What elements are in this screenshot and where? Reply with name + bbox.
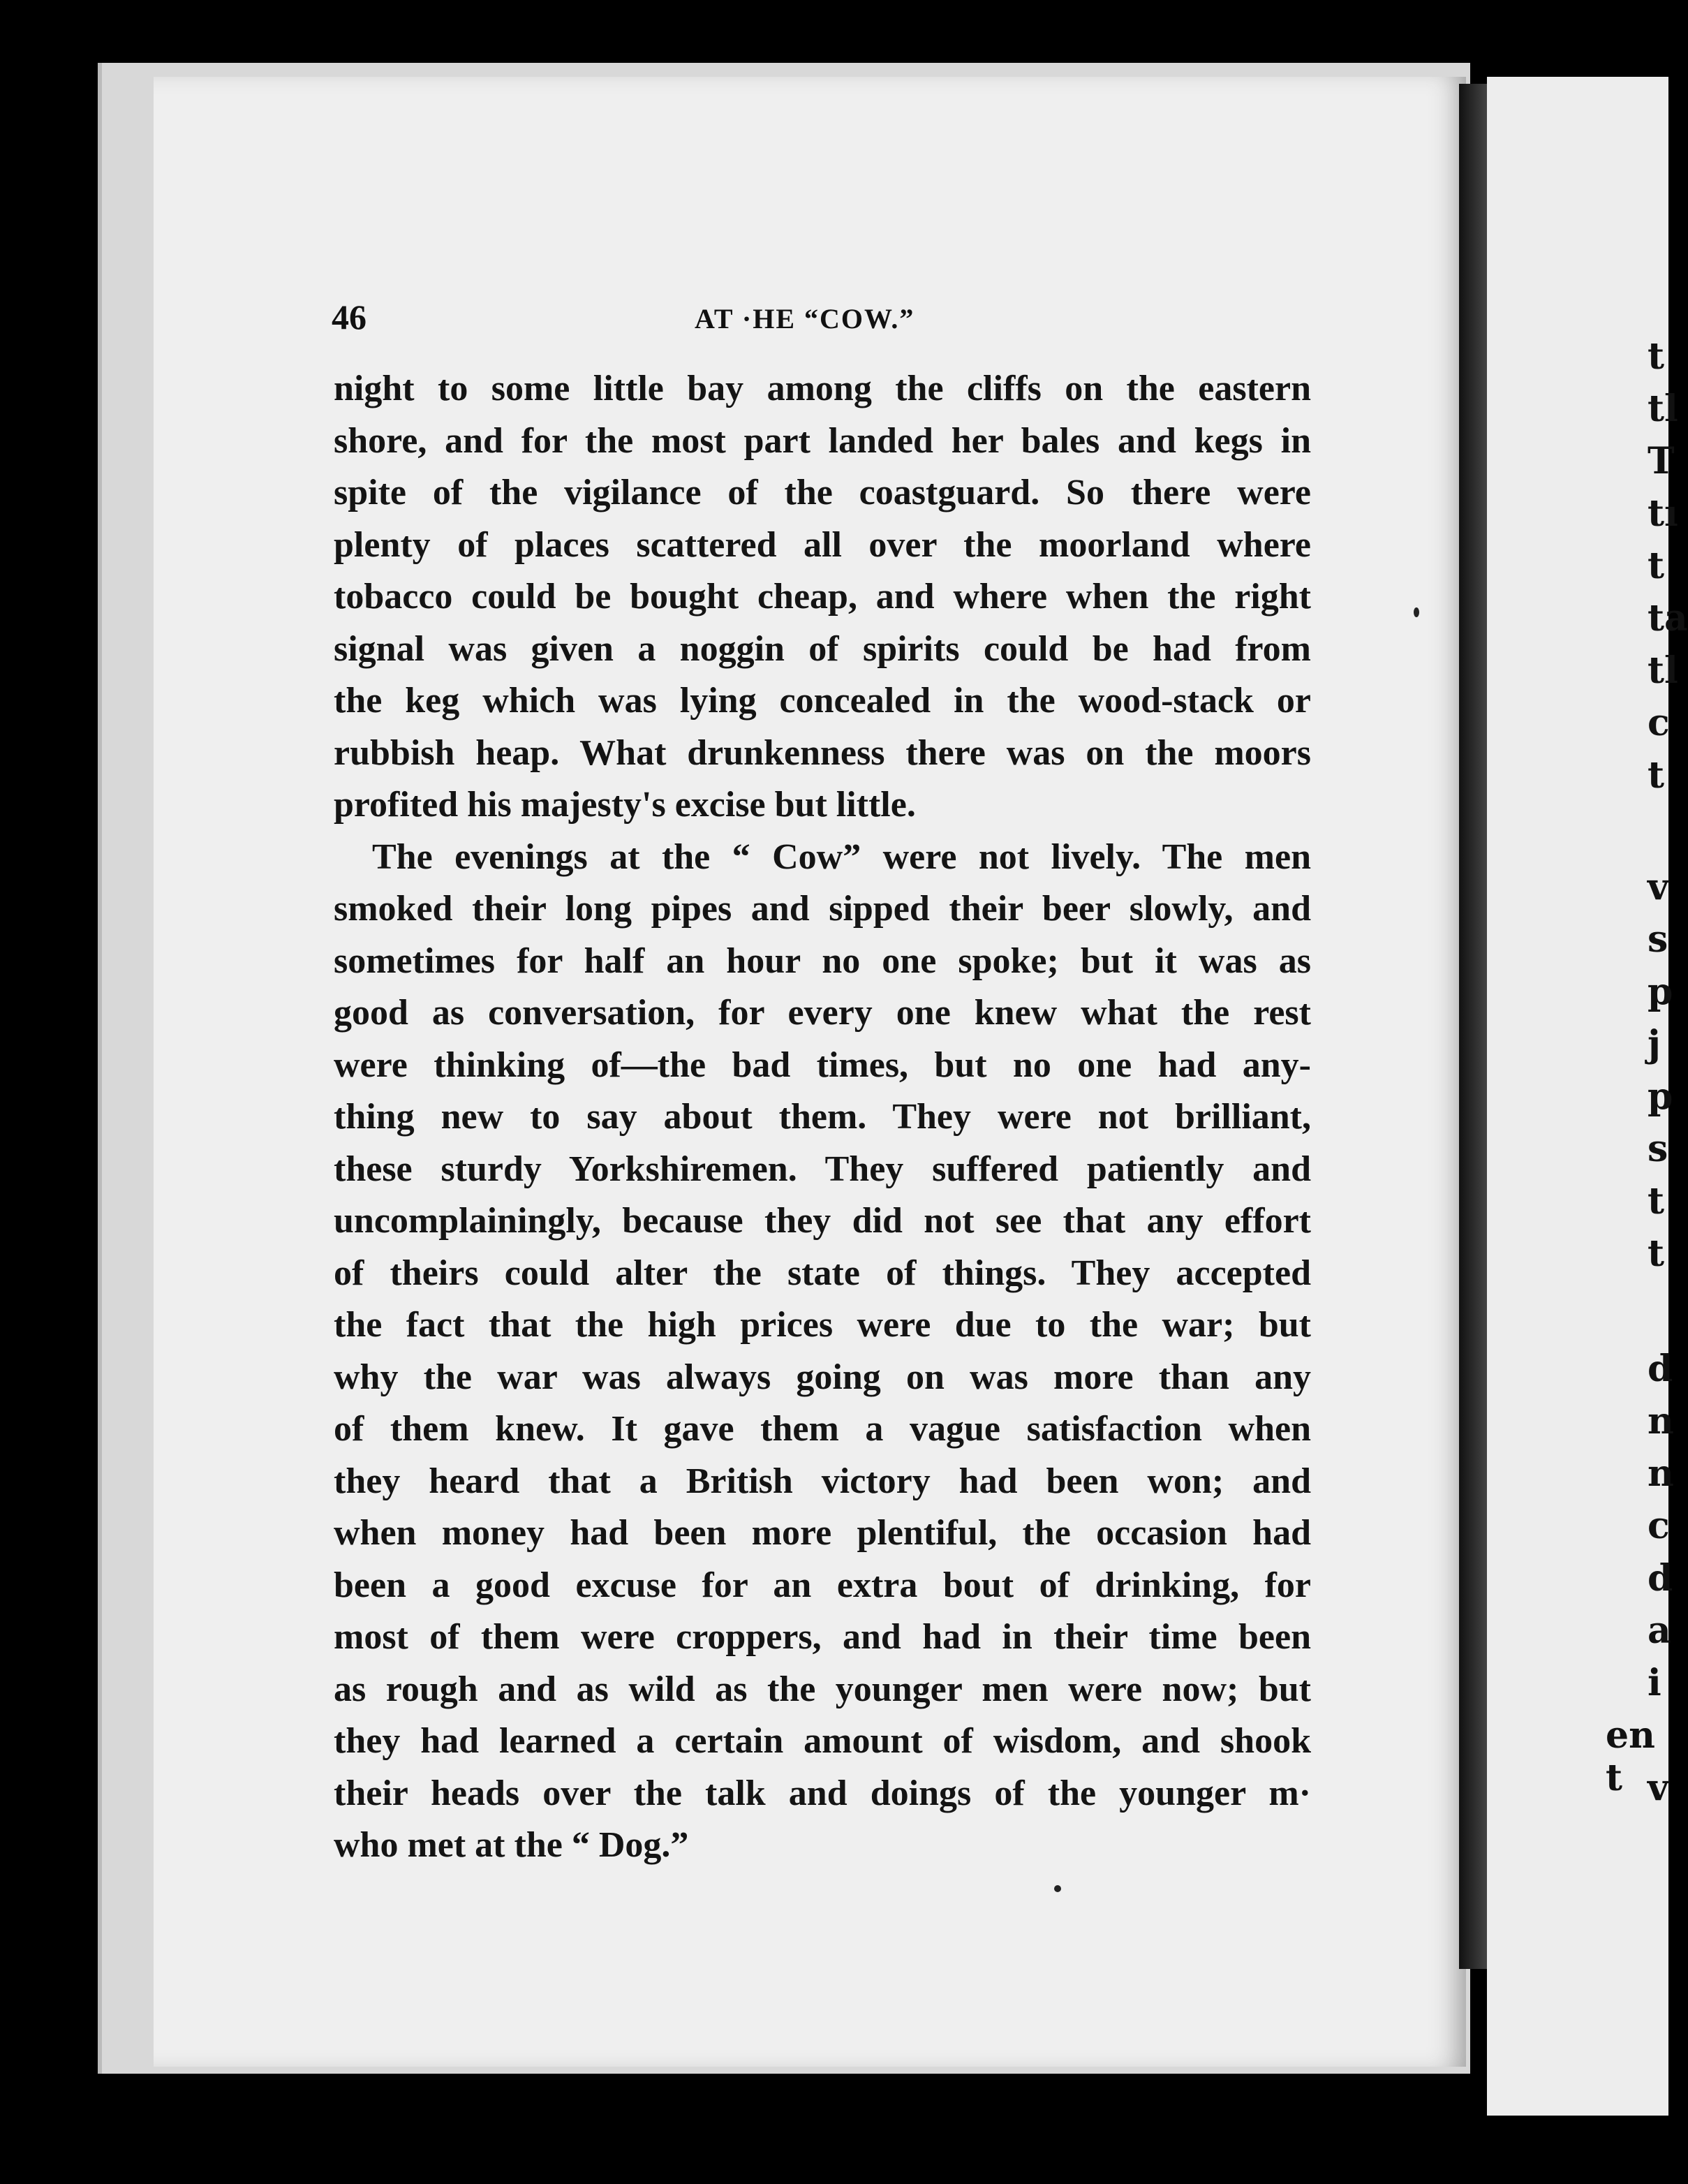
text-line: their heads over the talk and doings of the younger m·: [334, 1773, 1311, 1813]
text-line: most of them were croppers, and had in their time been: [334, 1617, 1311, 1657]
text-line: good as conversation, for every one knew what the rest: [334, 993, 1311, 1033]
text-line: the keg which was lying concealed in the wood-stack or: [334, 681, 1311, 721]
text-line: plenty of places scattered all over the moorland where: [334, 524, 1311, 565]
body-text: [334, 363, 1311, 1872]
text-line: of them knew. It gave them a vague satisfaction when: [334, 1409, 1311, 1449]
facing-page-fragment: tl: [1648, 649, 1678, 692]
ink-speck: [1414, 607, 1419, 617]
book-gutter: [1459, 84, 1487, 1969]
facing-page-fragment: a: [1648, 1609, 1671, 1652]
facing-page-fragment: ta: [1648, 597, 1688, 640]
facing-page-fragment: n: [1648, 1452, 1674, 1495]
text-line: smoked their long pipes and sipped their beer slowly, and: [334, 889, 1311, 929]
facing-page-fragment: t: [1648, 1232, 1665, 1275]
facing-page-fragment: t: [1648, 754, 1665, 797]
facing-page-fragment: c: [1648, 1505, 1670, 1547]
facing-page-fragment: d: [1648, 1348, 1673, 1390]
text-line: been a good excuse for an extra bout of drinking, for: [334, 1565, 1311, 1605]
text-line: why the war was always going on was more than any: [334, 1357, 1311, 1397]
text-line: they heard that a British victory had been won; and: [334, 1461, 1311, 1501]
facing-page-fragment: tı: [1648, 492, 1678, 535]
facing-page-fragment: t: [1648, 335, 1665, 378]
text-line: night to some little bay among the cliffs on the eastern: [334, 369, 1311, 408]
text-line: sometimes for half an hour no one spoke; but it was as: [334, 940, 1311, 981]
facing-page-fragment: j: [1648, 1023, 1661, 1065]
facing-page-fragment: v: [1648, 1766, 1669, 1809]
facing-page-fragment: s: [1648, 1128, 1668, 1170]
ink-speck: [1054, 1885, 1061, 1892]
text-line: were thinking of—the bad times, but no one had any-: [334, 1045, 1311, 1085]
text-line: tobacco could be bought cheap, and where when the right: [334, 577, 1311, 617]
facing-page-fragment: n: [1648, 1400, 1674, 1443]
paragraph: [334, 363, 1311, 832]
text-line: uncomplainingly, because they did not see that any effort: [334, 1201, 1311, 1241]
text-line: profited his majesty's excise but little.: [334, 785, 916, 825]
facing-page-fragment: T: [1648, 440, 1675, 482]
facing-page: [1487, 77, 1688, 2116]
facing-page-fragment: v: [1648, 866, 1669, 908]
page-number: 46: [332, 297, 367, 337]
facing-page-fragment: p: [1648, 971, 1673, 1013]
facing-page-fragment: t: [1648, 545, 1665, 587]
facing-page-fragment: p: [1648, 1075, 1673, 1118]
page-header: [332, 297, 1316, 346]
text-line: they had learned a certain amount of wisdom, and shook: [334, 1721, 1311, 1761]
paragraph: [334, 832, 1311, 1872]
text-line: who met at the “ Dog.”: [334, 1825, 689, 1865]
text-line: The evenings at the “ Cow” were not lively. The men: [372, 836, 1311, 877]
text-line: spite of the vigilance of the coastguard. So there were: [334, 473, 1311, 512]
text-line: the fact that the high prices were due to the war; but: [334, 1305, 1311, 1345]
facing-page-fragment: d: [1648, 1557, 1673, 1600]
text-line: these sturdy Yorkshiremen. They suffered patiently and: [334, 1149, 1311, 1189]
text-line: of theirs could alter the state of things. They accepted: [334, 1253, 1311, 1293]
facing-page-fragment: t: [1648, 1180, 1665, 1223]
facing-page-fragment: s: [1648, 918, 1668, 961]
text-line: as rough and as wild as the younger men were now; but: [334, 1669, 1311, 1709]
running-head: AT ·HE “COW.”: [695, 303, 915, 334]
text-line: shore, and for the most part landed her bales and kegs in: [334, 420, 1311, 461]
text-line: rubbish heap. What drunkenness there was on the moors: [334, 732, 1311, 773]
facing-page-fragment: en t: [1606, 1714, 1655, 1799]
text-line: when money had been more plentiful, the occasion had: [334, 1513, 1311, 1553]
facing-page-fragment: c: [1648, 702, 1670, 744]
facing-page-fragment: tl: [1648, 388, 1678, 430]
facing-page-fragment: i: [1648, 1662, 1661, 1704]
text-line: thing new to say about them. They were not brilliant,: [334, 1097, 1311, 1137]
text-line: signal was given a noggin of spirits could be had from: [334, 628, 1311, 669]
